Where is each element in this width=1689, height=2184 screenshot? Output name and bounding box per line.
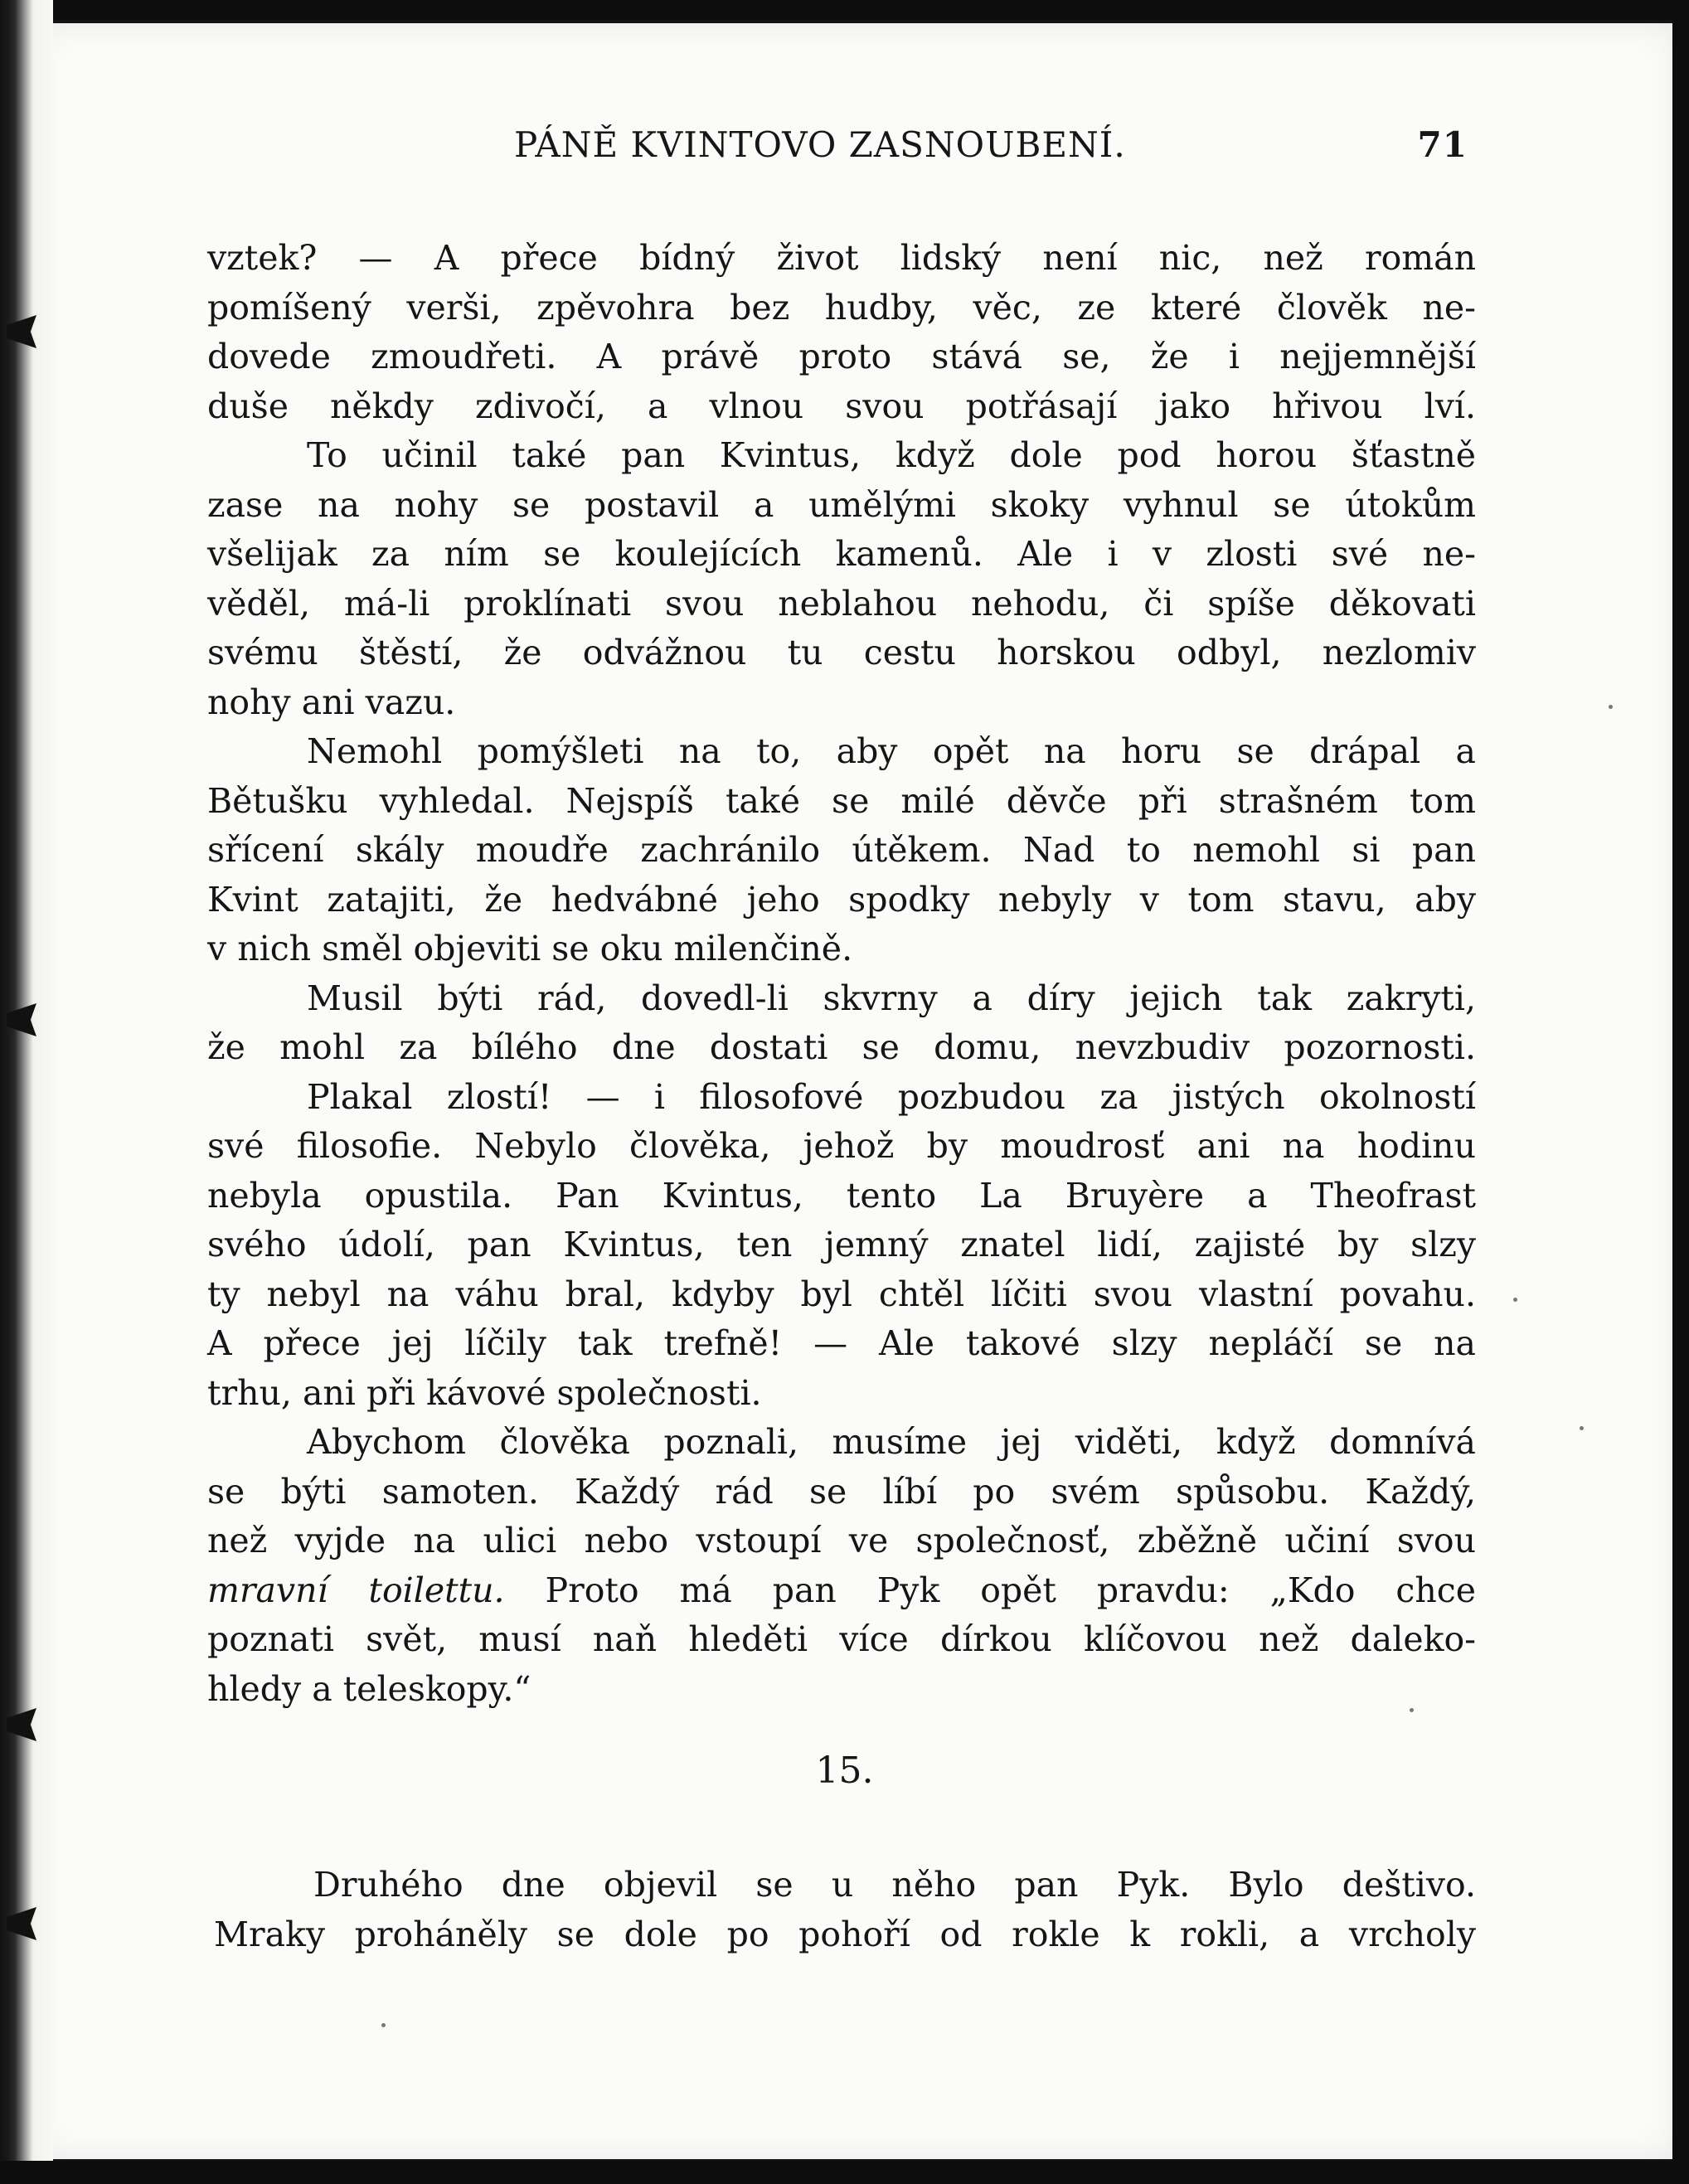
- paragraph: [214, 1861, 1476, 1959]
- page-number: 71: [1417, 124, 1468, 165]
- paragraph: [207, 727, 1476, 974]
- text-line: věděl, má-li proklínati svou neblahou nehodu, či spíše děkovati: [207, 583, 1476, 624]
- text-line: Plakal zlostí! — i filosofové pozbudou za jistých okolností: [307, 1076, 1476, 1117]
- text-line: svého údolí, pan Kvintus, ten jemný znatel lidí, zajisté by slzy: [207, 1225, 1476, 1264]
- text-line: že mohl za bílého dne dostati se domu, nevzbudiv pozornosti.: [207, 1027, 1476, 1067]
- text-line: Bětušku vyhledal. Nejspíš také se milé děvče při strašném tom: [207, 780, 1476, 821]
- paragraph: [207, 431, 1476, 727]
- text-line: svému štěstí, že odvážnou tu cestu horskou odbyl, nezlomiv: [207, 633, 1476, 672]
- text-line: duše někdy zdivočí, a vlnou svou potřásají jako hřivou lví.: [207, 386, 1476, 426]
- scan-speck: [1609, 705, 1613, 709]
- binding-mark: [7, 1708, 36, 1741]
- book-spine: [0, 0, 53, 2184]
- text-line: se býti samoten. Každý rád se líbí po svém spůsobu. Každý,: [207, 1471, 1476, 1512]
- scan-bottom-border: [0, 2161, 1689, 2184]
- binding-mark: [7, 1003, 36, 1036]
- italic-phrase: mravní toilettu.: [207, 1570, 505, 1610]
- text-line: pomíšený verši, zpěvohra bez hudby, věc, ze které člověk ne-: [207, 287, 1476, 328]
- text-line: poznati svět, musí naň hleděti více dírkou klíčovou než daleko-: [207, 1619, 1476, 1659]
- text-line: nohy ani vazu.: [207, 682, 456, 722]
- section-number: 15.: [815, 1750, 874, 1792]
- paragraph: [207, 974, 1476, 1073]
- text-line: Nemohl pomýšleti na to, aby opět na horu se drápal a: [307, 731, 1476, 771]
- text-line: Mraky proháněly se dole po pohoří od rokle k rokli, a vrcholy: [214, 1914, 1476, 1954]
- body-text: [207, 234, 1476, 1714]
- scan-speck: [1410, 1708, 1414, 1712]
- section-body-text: [214, 1861, 1476, 1959]
- text-line: trhu, ani při kávové společnosti.: [207, 1372, 762, 1413]
- scan-speck: [1513, 1298, 1517, 1302]
- text-fragment: Proto má pan Pyk opět pravdu: „Kdo chce: [504, 1570, 1476, 1610]
- scan-top-border: [0, 0, 1689, 20]
- text-line: Abychom člověka poznali, musíme jej viděti, když domnívá: [307, 1422, 1476, 1462]
- text-line: v nich směl objeviti se oku milenčině.: [207, 929, 853, 968]
- paragraph: [207, 1073, 1476, 1419]
- text-line: své filosofie. Nebylo člověka, jehož by moudrosť ani na hodinu: [207, 1126, 1476, 1166]
- text-line: Musil býti rád, dovedl-li skvrny a díry jejich tak zakryti,: [307, 978, 1476, 1018]
- text-line: než vyjde na ulici nebo vstoupí ve společnosť, zběžně učiní svou: [207, 1521, 1476, 1560]
- scan-right-border: [1672, 0, 1689, 2184]
- running-title: PÁNĚ KVINTOVO ZASNOUBENÍ.: [514, 124, 1126, 165]
- text-line: Kvint zatajiti, že hedvábné jeho spodky nebyly v tom stavu, aby: [207, 879, 1476, 920]
- text-line: všelijak za ním se koulejících kamenů. Ale i v zlosti své ne-: [207, 534, 1476, 574]
- text-line: nebyla opustila. Pan Kvintus, tento La Bruyère a Theofrast: [207, 1175, 1476, 1216]
- paragraph: [207, 234, 1476, 431]
- text-line: To učinil také pan Kvintus, když dole pod horou šťastně: [307, 435, 1476, 475]
- binding-mark: [7, 1907, 36, 1940]
- text-line: hledy a teleskopy.“: [207, 1668, 531, 1709]
- page-header: [514, 124, 1468, 182]
- text-line: ty nebyl na váhu bral, kdyby byl chtěl líčiti svou vlastní povahu.: [207, 1274, 1476, 1314]
- text-line: dovede zmoudřeti. A právě proto stává se, že i nejjemnější: [207, 337, 1476, 376]
- text-line: A přece jej líčily tak trefně! — Ale takové slzy nepláčí se na: [207, 1323, 1476, 1363]
- text-line: vztek? — A přece bídný život lidský není nic, než román: [207, 238, 1476, 278]
- text-line-with-italic: [207, 1566, 1476, 1616]
- binding-mark: [7, 315, 36, 348]
- scan-speck: [1580, 1426, 1584, 1430]
- scan-speck: [381, 2023, 386, 2027]
- text-line: sřícení skály moudře zachránilo útěkem. Nad to nemohl si pan: [207, 830, 1476, 870]
- text-line: zase na nohy se postavil a umělými skoky vyhnul se útokům: [207, 484, 1476, 525]
- text-line: Druhého dne objevil se u něho pan Pyk. Bylo deštivo.: [313, 1865, 1476, 1905]
- paragraph: [207, 1418, 1476, 1714]
